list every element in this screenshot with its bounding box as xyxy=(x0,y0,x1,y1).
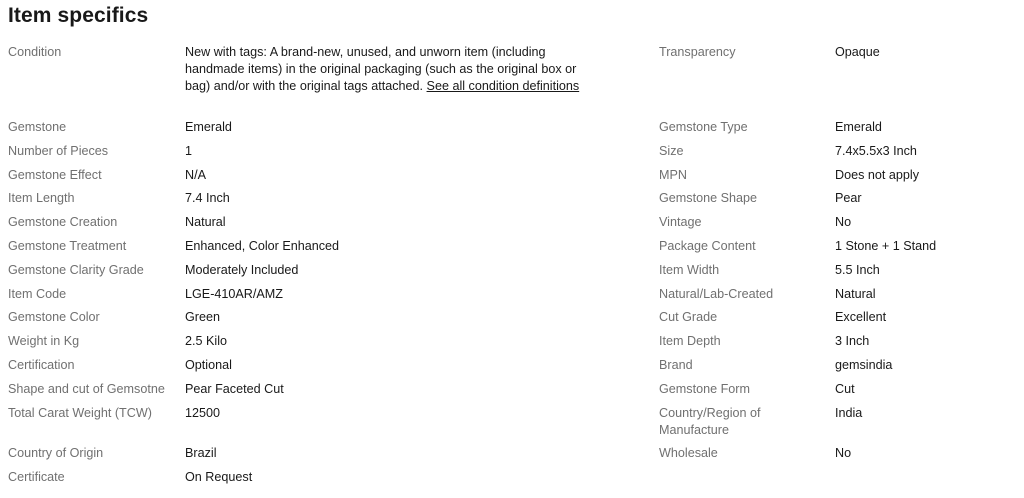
spec-value: On Request xyxy=(185,470,253,484)
spec-label: Transparency xyxy=(659,45,736,59)
spec-value: Brazil xyxy=(185,446,217,460)
spec-label: Item Length xyxy=(8,191,75,205)
spec-label: Package Content xyxy=(659,239,756,253)
spec-label: Brand xyxy=(659,358,693,372)
spec-label: MPN xyxy=(659,168,687,182)
spec-label: Certification xyxy=(8,358,75,372)
spec-label: Vintage xyxy=(659,215,702,229)
spec-value: Emerald xyxy=(185,120,232,134)
spec-label: Size xyxy=(659,144,684,158)
spec-label: Number of Pieces xyxy=(8,144,109,158)
spec-value: India xyxy=(835,406,863,420)
spec-value: Does not apply xyxy=(835,168,920,182)
spec-value: gemsindia xyxy=(835,358,893,372)
spec-label: Gemstone xyxy=(8,120,67,134)
spec-value: Cut xyxy=(835,382,855,396)
spec-value: 7.4 Inch xyxy=(185,191,230,205)
spec-value: Excellent xyxy=(835,310,887,324)
spec-value: 5.5 Inch xyxy=(835,263,880,277)
spec-label: Gemstone Form xyxy=(659,382,750,396)
spec-label: Item Code xyxy=(8,287,67,301)
spec-label: Cut Grade xyxy=(659,310,718,324)
spec-label: Item Depth xyxy=(659,334,721,348)
spec-label: Total Carat Weight (TCW) xyxy=(8,406,152,420)
spec-label: Shape and cut of Gemsotne xyxy=(8,382,165,396)
section-title: Item specifics xyxy=(8,4,149,27)
spec-label: Gemstone Treatment xyxy=(8,239,127,253)
spec-value: LGE-410AR/AMZ xyxy=(185,287,283,301)
spec-label: Gemstone Type xyxy=(659,120,748,134)
spec-label: Item Width xyxy=(659,263,720,277)
spec-value: Natural xyxy=(185,215,226,229)
condition-text: New with tags: A brand-new, unused, and unworn item (including handmade items) in the original packaging (such as the original box or bag) and/or with the original tags attached. xyxy=(185,45,577,93)
spec-value: No xyxy=(835,446,852,460)
see-all-condition-definitions-link[interactable]: See all condition definitions xyxy=(426,79,580,93)
spec-value: Pear Faceted Cut xyxy=(185,382,284,396)
spec-value: 1 xyxy=(185,144,193,158)
spec-value: Optional xyxy=(185,358,232,372)
spec-value: Enhanced, Color Enhanced xyxy=(185,239,340,253)
spec-value: Natural xyxy=(835,287,876,301)
spec-value: Pear xyxy=(835,191,862,205)
spec-label: Gemstone Creation xyxy=(8,215,118,229)
spec-label: Gemstone Effect xyxy=(8,168,102,182)
spec-value: Opaque xyxy=(835,45,880,59)
spec-value: 12500 xyxy=(185,406,221,420)
spec-value: No xyxy=(835,215,852,229)
spec-label: Natural/Lab-Created xyxy=(659,287,774,301)
spec-label: Wholesale xyxy=(659,446,718,460)
spec-label: Weight in Kg xyxy=(8,334,80,348)
spec-value: Green xyxy=(185,310,221,324)
spec-value: 2.5 Kilo xyxy=(185,334,228,348)
condition-label: Condition xyxy=(8,45,62,59)
spec-value: Moderately Included xyxy=(185,263,299,277)
spec-label: Country/Region of Manufacture xyxy=(659,406,761,437)
spec-value: N/A xyxy=(185,168,206,182)
spec-value: 1 Stone + 1 Stand xyxy=(835,239,937,253)
spec-value: 7.4x5.5x3 Inch xyxy=(835,144,917,158)
spec-value: 3 Inch xyxy=(835,334,870,348)
condition-value xyxy=(185,44,585,95)
spec-label: Gemstone Shape xyxy=(659,191,758,205)
spec-label: Gemstone Clarity Grade xyxy=(8,263,144,277)
spec-label: Certificate xyxy=(8,470,65,484)
spec-label: Gemstone Color xyxy=(8,310,100,324)
spec-value: Emerald xyxy=(835,120,882,134)
spec-label: Country of Origin xyxy=(8,446,104,460)
